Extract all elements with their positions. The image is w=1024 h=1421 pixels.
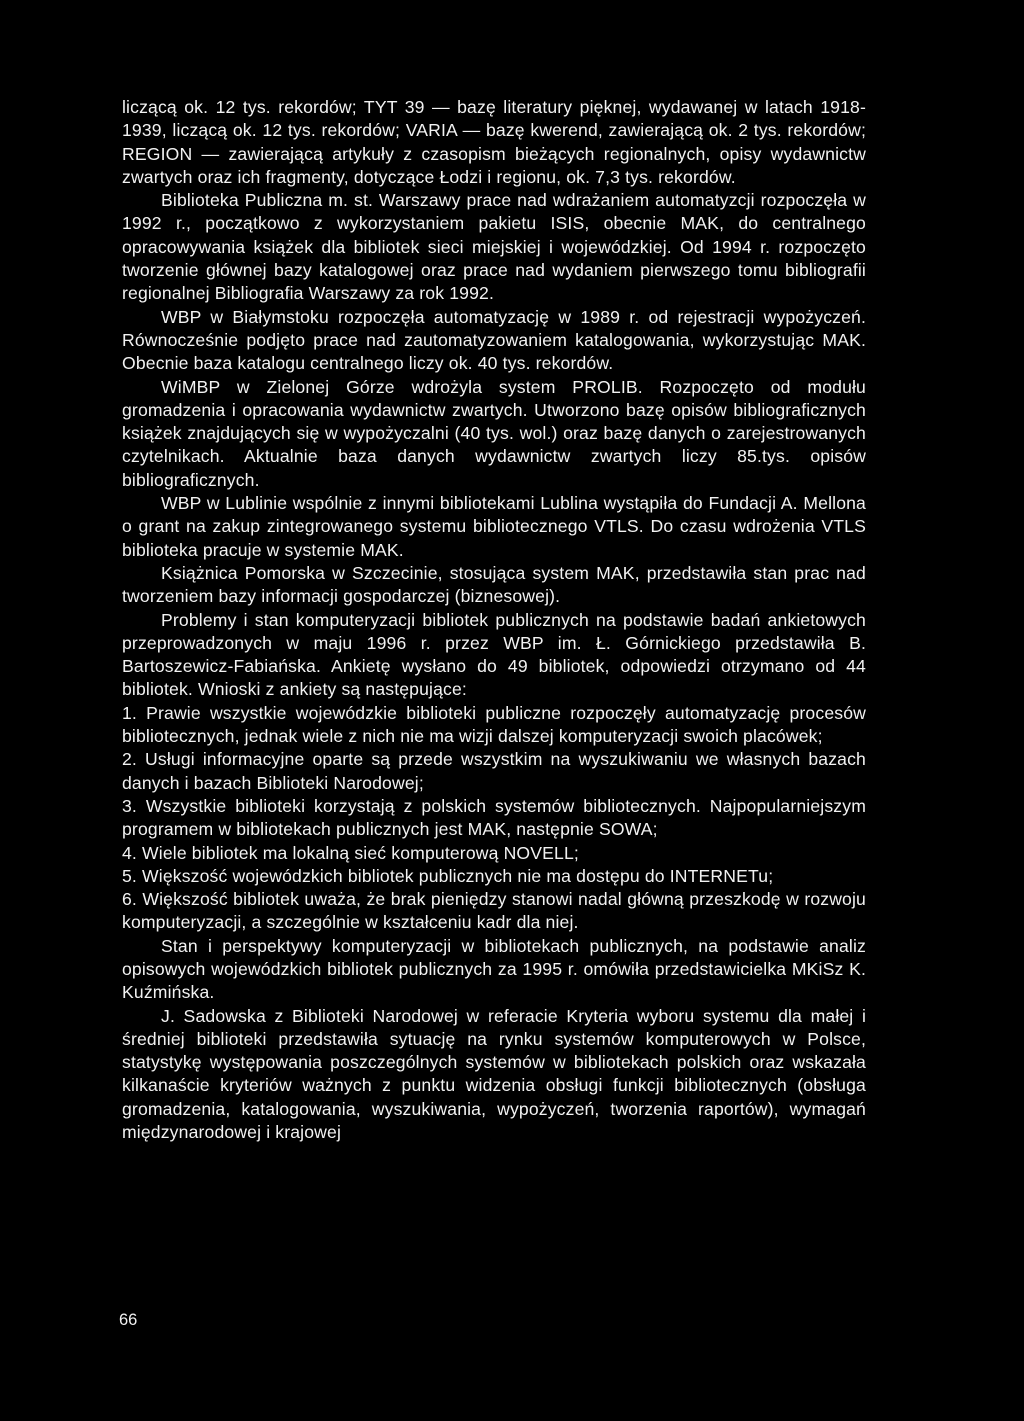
paragraph-1: liczącą ok. 12 tys. rekordów; TYT 39 — bazę literatury pięknej, wydawanej w latach 1918-1939, liczącą ok. 12 tys. rekordów; VARIA — bazę kwerend, zawierającą ok. 2 tys. rekordów; REGION — zawierającą artykuły z czasopism bieżących regionalnych, opisy wydawnictw zwartych oraz ich fragmenty, dotyczące Łodzi i regionu, ok. 7,3 tys. rekordów. bbox=[122, 97, 866, 187]
paragraph-3: WBP w Białymstoku rozpoczęła automatyzację w 1989 r. od rejestracji wypożyczeń. Równocześnie podjęto prace nad zautomatyzowaniem katalogowania, wykorzystując MAK. Obecnie baza katalogu centralnego liczy ok. 40 tys. rekordów. bbox=[122, 306, 866, 374]
list-item: 2. Usługi informacyjne oparte są przede wszystkim na wyszukiwaniu we własnych bazach danych i bazach Biblioteki Narodowej; bbox=[122, 749, 866, 793]
paragraph-6: Książnica Pomorska w Szczecinie, stosująca system MAK, przedstawiła stan prac nad tworzeniem bazy informacji gospodarczej (biznesowej). bbox=[122, 562, 866, 607]
list-item: 4. Wiele bibliotek ma lokalną sieć komputerową NOVELL; bbox=[122, 842, 579, 863]
list-item: 5. Większość wojewódzkich bibliotek publicznych nie ma dostępu do INTERNETu; bbox=[122, 865, 774, 886]
page-number: 66 bbox=[119, 1311, 138, 1329]
list-item: 3. Wszystkie biblioteki korzystają z polskich systemów bibliotecznych. Najpopularniejszym programem w bibliotekach publicznych jest MAK, następnie SOWA; bbox=[122, 795, 866, 840]
paragraph-2: Biblioteka Publiczna m. st. Warszawy prace nad wdrażaniem automatyzcji rozpoczęła w 1992 r., początkowo z wykorzystaniem pakietu ISIS, obecnie MAK, do centralnego opracowywania książek dla bibliotek sieci miejskiej i wojewódzkiej. Od 1994 r. rozpoczęto tworzenie głównej bazy katalogowej oraz prace nad wydaniem pierwszego tomu bibliografii regionalnej Bibliografia Warszawy za rok 1992. bbox=[122, 190, 866, 304]
list-item: 1. Prawie wszystkie wojewódzkie biblioteki publiczne rozpoczęły automatyzację procesów bibliotecznych, jednak wiele z nich nie ma wizji dalszej komputeryzacji swoich placówek; bbox=[122, 702, 866, 747]
conclusions-list bbox=[122, 702, 866, 935]
paragraph-4: WiMBP w Zielonej Górze wdrożyla system PROLIB. Rozpoczęto od modułu gromadzenia i opracowania wydawnictw zwartych. Utworzono bazę opisów bibliograficznych książek znajdujących się w wypożyczalni (40 tys. wol.) oraz bazę danych o zarejestrowanych czytelnikach. Aktualnie baza danych wydawnictw zwartych liczy 85.tys. opisów bibliograficznych. bbox=[122, 376, 866, 490]
paragraph-5: WBP w Lublinie wspólnie z innymi bibliotekami Lublina wystąpiła do Fundacji A. Mellona o grant na zakup zintegrowanego systemu bibliotecznego VTLS. Do czasu wdrożenia VTLS biblioteka pracuje w systemie MAK. bbox=[122, 493, 866, 560]
paragraph-9: J. Sadowska z Biblioteki Narodowej w referacie Kryteria wyboru systemu dla małej i średniej biblioteki przedstawiła sytuację na rynku systemów komputerowych w Polsce, statystykę występowania poszczególnych systemów w bibliotekach polskich oraz wskazała kilkanaście kryteriów ważnych z punktu widzenia obsługi funkcji bibliotecznych (obsługa gromadzenia, katalogowania, wyszukiwania, wypożyczeń, tworzenia raportów), wymagań międzynarodowej i krajowej bbox=[122, 1005, 866, 1143]
list-item: 6. Większość bibliotek uważa, że brak pieniędzy stanowi nadal główną przeszkodę w rozwoju komputeryzacji, a szczególnie w kształceniu kadr dla niej. bbox=[122, 889, 866, 933]
page-body bbox=[122, 96, 866, 1144]
paragraph-8: Stan i perspektywy komputeryzacji w bibliotekach publicznych, na podstawie analiz opisowych wojewódzkich bibliotek publicznych za 1995 r. omówiła przedstawicielka MKiSz K. Kuźmińska. bbox=[122, 935, 866, 1003]
paragraph-7: Problemy i stan komputeryzacji bibliotek publicznych na podstawie badań ankietowych przeprowadzonych w maju 1996 r. przez WBP im. Ł. Górnickiego przedstawiła B. Bartoszewicz-Fabiańska. Ankietę wysłano do 49 bibliotek, odpowiedzi otrzymano od 44 bibliotek. Wnioski z ankiety są następujące: bbox=[122, 609, 866, 700]
